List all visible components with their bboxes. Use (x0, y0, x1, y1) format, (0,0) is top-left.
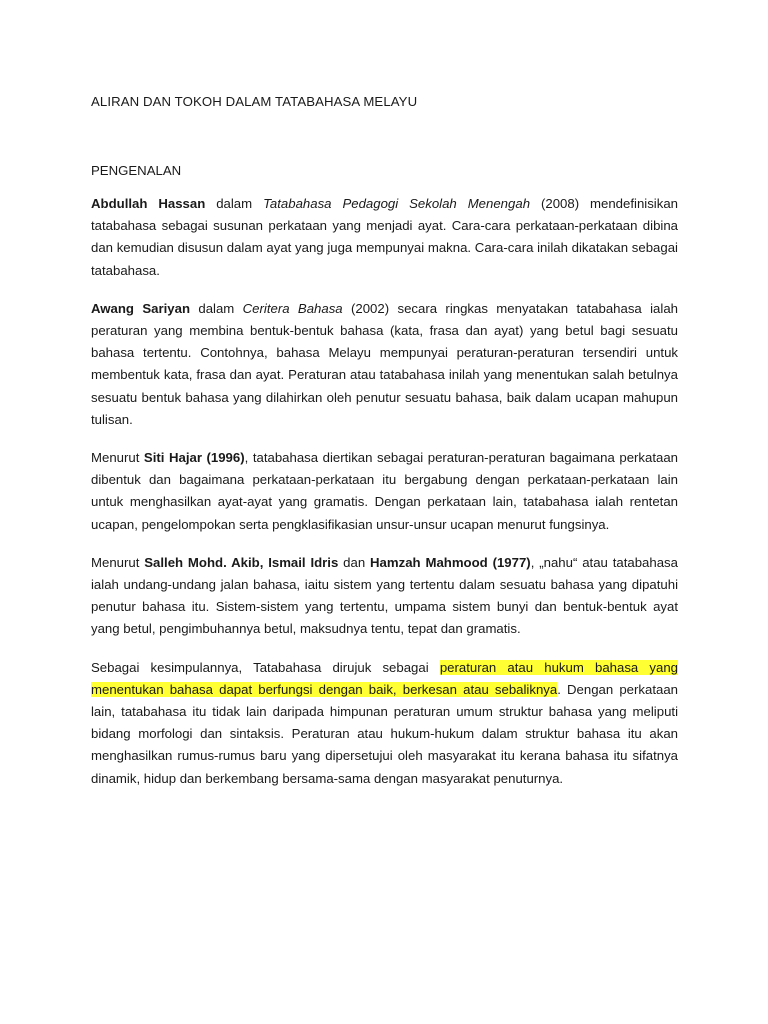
paragraph-text: , tatabahasa diertikan sebagai peraturan-peraturan bagaimana perkataan dibentuk dan bagaimana perkataan-perkataan itu bergabung dengan perkataan-perkataan lain untuk menghasilkan ayat-ayat yang gramatis. Dengan perkataan lain, tatabahasa ialah rentetan ucapan, pengelompokan serta pengklasifikasian unsur-unsur ucapan menurut fungsinya. (91, 450, 679, 532)
book-title: Tatabahasa Pedagogi Sekolah Menengah (263, 196, 531, 211)
author-name: Salleh Mohd. Akib, Ismail Idris (144, 554, 339, 570)
paragraph-text: (2002) secara ringkas menyatakan tatabahasa ialah peraturan yang membina bentuk-bentuk bahasa (kata, frasa dan ayat) yang betul bagi sesuatu bahasa tertentu. Contohnya, bahasa Melayu mempunyai peraturan-peraturan tersendiri untuk membentuk kata, frasa dan ayat. Peraturan atau tatabahasa inilah yang menentukan salah betulnya sesuatu bentuk bahasa yang dilahirkan oleh penutur sesuatu bahasa, baik dalam ucapan mahupun tulisan. (91, 300, 678, 427)
paragraph-salleh-akib (91, 552, 678, 641)
document-body (91, 93, 678, 790)
paragraph-text: Menurut (91, 450, 144, 466)
section-heading: PENGENALAN (91, 163, 182, 178)
document-title: ALIRAN DAN TOKOH DALAM TATABAHASA MELAYU (91, 94, 418, 109)
paragraph-text: dan (338, 554, 371, 570)
author-name: Abdullah Hassan (91, 196, 206, 211)
book-title: Ceritera Bahasa (242, 300, 343, 316)
author-name: Hamzah Mahmood (1977) (370, 554, 531, 570)
paragraph-text: Sebagai kesimpulannya, Tatabahasa dirujuk sebagai (91, 659, 440, 675)
author-name: Awang Sariyan (91, 300, 190, 316)
paragraph-text: dalam (205, 196, 264, 211)
paragraph-text: . Dengan perkataan lain, tatabahasa itu tidak lain daripada himpunan peraturan umum struktur bahasa yang meliputi bidang morfologi dan sintaksis. Peraturan atau hukum-hukum dalam struktur bahasa itu akan menghasilkan rumus-rumus baru yang dipersetujui oleh masyarakat itu kerana bahasa itu sifatnya dinamik, hidup dan berkembang bersama-sama dengan masyarakat penuturnya. (91, 681, 678, 786)
paragraph-text: (2008) mendefinisikan tatabahasa sebagai susunan perkataan yang menjadi ayat. Cara-cara perkataan-perkataan dibina dan kemudian disusun dalam ayat yang juga mempunyai makna. Cara-cara inilah dikatakan sebagai tatabahasa. (91, 196, 678, 278)
paragraph-abdullah-hassan (91, 193, 678, 282)
paragraph-text: , „nahu“ atau tatabahasa ialah undang-undang jalan bahasa, iaitu sistem yang tertentu dalam sesuatu bahasa yang dipatuhi penutur bahasa itu. Sistem-sistem yang tertentu, umpama sistem bunyi dan bentuk-bentuk ayat yang betul, pengimbuhannya betul, maksudnya tentu, tepat dan gramatis. (91, 554, 678, 637)
paragraph-text: dalam (190, 300, 243, 316)
paragraph-awang-sariyan (91, 298, 678, 431)
highlighted-text: peraturan atau hukum bahasa yang menentukan bahasa dapat berfungsi dengan baik, berkesan atau sebaliknya (91, 659, 679, 697)
paragraph-kesimpulan (91, 657, 678, 790)
paragraph-text: Menurut (91, 554, 145, 570)
paragraph-siti-hajar (91, 447, 678, 536)
author-name: Siti Hajar (1996) (143, 450, 245, 466)
